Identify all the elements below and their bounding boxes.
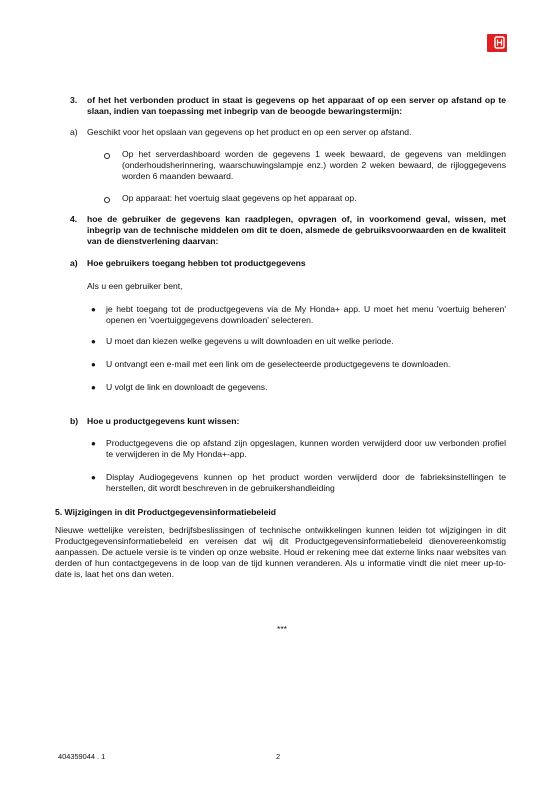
item-3-heading: of het het verbonden product in staat is gegevens op het apparaat of op een server op afstand op te slaan, indien van toepassing met inbegrip van de beoogde bewaringstermijn: (87, 95, 506, 116)
item-4-b-bullet-1: Productgegevens die op afstand zijn opgeslagen, kunnen worden verwijderd door uw verbonden profiel te verwijderen in de My Honda+-app. (106, 438, 506, 459)
item-3-number: 3. (70, 95, 78, 105)
item-3-a-text: Geschikt voor het opslaan van gegevens op het product en op een server op afstand. (87, 127, 412, 137)
item-4-number: 4. (70, 214, 78, 224)
item-4-a-heading: Hoe gebruikers toegang hebben tot productgegevens (87, 258, 306, 268)
circle-bullet-icon (104, 197, 110, 203)
item-3-sub-1: Op het serverdashboard worden de gegevens 1 week bewaard, de gegevens van meldingen (onderhoudsherinnering, waarschuwingslampje enz.) worden 2 weken bewaard, de rijloggegevens worden 6 maanden bewaard. (122, 149, 506, 181)
bullet-icon: ● (91, 360, 96, 369)
item-4-b-heading: Hoe u productgegevens kunt wissen: (87, 416, 240, 426)
bullet-icon: ● (91, 337, 96, 346)
item-4-heading: hoe de gebruiker de gegevens kan raadplegen, opvragen of, in voorkomend geval, wissen, met inbegrip van de technische middelen om dit te doen, alsmede de gebruiksvoorwaarden en de kwaliteit van de dienstverlening daarvan: (87, 214, 506, 246)
item-4-b-label: b) (70, 416, 79, 426)
separator: *** (276, 624, 288, 634)
item-4-a-bullet-3: U ontvangt een e-mail met een link om de geselecteerde productgegevens te downloaden. (106, 359, 451, 369)
section-5-body: Nieuwe wettelijke vereisten, bedrijfsbeslissingen of technische ontwikkelingen kunnen leiden tot wijzigingen in dit Productgegevensinformatiebeleid en vereisen dat wij dit Productgegevensinformatiebeleid dienovereenkomstig aanpassen. De actuele versie is te vinden op onze website. Houd er rekening mee dat externe links naar websites van derden of hun contactgegevens in de loop van de tijd kunnen veranderen. Als u informatie vindt die niet meer up-to-date is, laat het ons dan weten. (55, 525, 506, 579)
footer-doc-id: 404359044 . 1 (58, 752, 106, 761)
item-4-a-intro: Als u een gebruiker bent, (87, 281, 183, 291)
item-4-a-bullet-2: U moet dan kiezen welke gegevens u wilt downloaden en uit welke periode. (106, 336, 394, 346)
circle-bullet-icon (104, 153, 110, 159)
honda-logo-icon (487, 34, 507, 52)
item-3-sub-2: Op apparaat: het voertuig slaat gegevens op het apparaat op. (122, 193, 357, 203)
item-3-a-label: a) (70, 127, 78, 137)
footer-page-number: 2 (276, 752, 281, 761)
bullet-icon: ● (91, 305, 96, 314)
bullet-icon: ● (91, 473, 96, 482)
item-4-a-label: a) (70, 258, 78, 268)
item-4-a-bullet-4: U volgt de link en downloadt de gegevens. (106, 382, 268, 392)
bullet-icon: ● (91, 383, 96, 392)
item-4-a-bullet-1: je hebt toegang tot de productgegevens via de My Honda+ app. U moet het menu 'voertuig beheren' openen en 'voertuiggegevens downloaden' selecteren. (106, 304, 506, 325)
section-5-heading: 5. Wijzigingen in dit Productgegevensinformatiebeleid (55, 507, 276, 517)
bullet-icon: ● (91, 439, 96, 448)
item-4-b-bullet-2: Display Audiogegevens kunnen op het product worden verwijderd door de fabrieksinstellingen te herstellen, dit wordt beschreven in de gebruikershandleiding (106, 472, 506, 493)
